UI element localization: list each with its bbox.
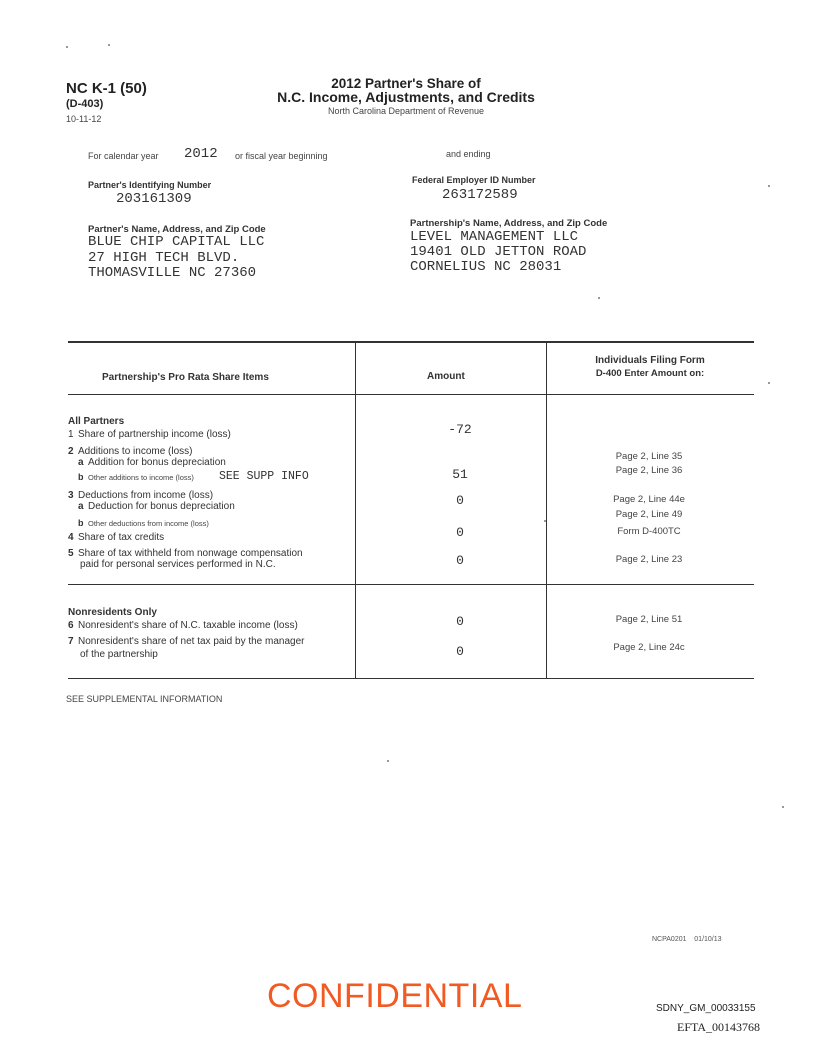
row-3-number: 3	[68, 490, 74, 501]
scan-speck	[782, 806, 784, 808]
scan-speck	[768, 185, 770, 187]
row-7-amount: 0	[456, 644, 464, 659]
fiscal-year-label: or fiscal year beginning	[235, 151, 328, 161]
calendar-year-label: For calendar year	[88, 151, 159, 161]
confidential-stamp: CONFIDENTIAL	[267, 977, 523, 1015]
row-1-number: 1	[68, 429, 74, 440]
row-3b-letter: b	[78, 518, 84, 528]
partner-address-1: 27 HIGH TECH BLVD.	[88, 250, 240, 266]
table-header-rule	[68, 394, 754, 395]
row-7-label-2: of the partnership	[80, 649, 158, 660]
row-3b-label: Other deductions from income (loss)	[88, 519, 209, 528]
col-header-items: Partnership's Pro Rata Share Items	[102, 372, 269, 383]
row-2a-letter: a	[78, 457, 84, 468]
row-3a-reference: Page 2, Line 49	[615, 509, 683, 520]
table-section-rule	[68, 584, 754, 585]
row-5-amount: 0	[456, 553, 464, 568]
col-header-amount: Amount	[427, 371, 465, 382]
table-top-rule	[68, 341, 754, 343]
row-5-reference: Page 2, Line 23	[615, 554, 683, 565]
row-3-label: Deductions from income (loss)	[78, 490, 214, 501]
col-header-individuals-1: Individuals Filing Form	[595, 355, 705, 366]
row-4-number: 4	[68, 532, 74, 543]
row-3a-label: Deduction for bonus depreciation	[88, 501, 235, 512]
partnership-address-label: Partnership's Name, Address, and Zip Code	[410, 218, 608, 229]
scan-speck	[108, 44, 110, 46]
row-4-label: Share of tax credits	[78, 532, 165, 543]
col-header-individuals-2: D-400 Enter Amount on:	[595, 368, 705, 379]
row-7-reference: Page 2, Line 24c	[613, 642, 685, 653]
row-1-label: Share of partnership income (loss)	[78, 429, 231, 440]
scan-speck	[387, 760, 389, 762]
row-4-amount: 0	[456, 525, 464, 540]
row-2b-amount: 51	[452, 467, 468, 482]
row-3-amount: 0	[456, 493, 464, 508]
row-2b-label: Other additions to income (loss)	[88, 473, 194, 482]
title-line-2: N.C. Income, Adjustments, and Credits	[277, 89, 535, 105]
partner-id-value: 203161309	[116, 191, 192, 207]
row-2b-reference: Page 2, Line 36	[615, 465, 683, 476]
row-6-number: 6	[68, 620, 74, 631]
ending-label: and ending	[446, 149, 491, 159]
row-2-label: Additions to income (loss)	[78, 446, 193, 457]
efta-number: EFTA_00143768	[677, 1020, 761, 1034]
table-bottom-rule	[68, 678, 754, 679]
section-all-partners: All Partners	[68, 416, 125, 427]
row-3-reference: Page 2, Line 44e	[613, 494, 685, 505]
title-line-1: 2012 Partner's Share of	[331, 76, 481, 91]
row-2a-reference: Page 2, Line 35	[615, 451, 683, 462]
row-2b-note: SEE SUPP INFO	[219, 470, 309, 483]
partnership-ein-label: Federal Employer ID Number	[412, 175, 536, 185]
form-revision: 10-11-12	[66, 114, 102, 124]
row-3a-letter: a	[78, 501, 84, 512]
software-code: NCPA0201 01/10/13	[652, 936, 722, 943]
calendar-year-value: 2012	[184, 146, 218, 162]
row-5-label-1: Share of tax withheld from nonwage compensation	[78, 548, 303, 559]
department: North Carolina Department of Revenue	[327, 106, 485, 116]
supplemental-note: SEE SUPPLEMENTAL INFORMATION	[66, 694, 223, 704]
form-code: NC K-1 (50)	[66, 80, 147, 97]
partnership-name: LEVEL MANAGEMENT LLC	[410, 229, 579, 245]
row-7-label-1: Nonresident's share of net tax paid by the manager	[78, 636, 305, 647]
row-2-number: 2	[68, 446, 74, 457]
table-divider-2	[546, 341, 547, 678]
scan-speck	[768, 382, 770, 384]
row-7-number: 7	[68, 636, 74, 647]
section-nonresidents: Nonresidents Only	[68, 607, 157, 618]
partner-id-label: Partner's Identifying Number	[88, 180, 212, 190]
row-6-reference: Page 2, Line 51	[615, 614, 683, 625]
row-2a-label: Addition for bonus depreciation	[88, 457, 226, 468]
row-4-reference: Form D-400TC	[617, 526, 681, 537]
partnership-address-2: CORNELIUS NC 28031	[410, 259, 562, 275]
scan-speck	[66, 46, 68, 48]
row-6-label: Nonresident's share of N.C. taxable income (loss)	[78, 620, 298, 631]
row-6-amount: 0	[456, 614, 464, 629]
row-5-label-2: paid for personal services performed in N.C.	[80, 559, 276, 570]
partnership-ein-value: 263172589	[442, 187, 518, 203]
partnership-address-1: 19401 OLD JETTON ROAD	[410, 244, 587, 260]
row-1-amount: -72	[448, 422, 472, 437]
partner-address-label: Partner's Name, Address, and Zip Code	[88, 224, 266, 235]
row-2b-letter: b	[78, 472, 84, 482]
form-sub-code: (D-403)	[66, 98, 104, 110]
row-5-number: 5	[68, 548, 74, 559]
scan-speck	[598, 297, 600, 299]
bates-number: SDNY_GM_00033155	[656, 1003, 756, 1014]
partner-address-2: THOMASVILLE NC 27360	[88, 265, 257, 281]
partner-name: BLUE CHIP CAPITAL LLC	[88, 234, 265, 250]
table-divider-1	[355, 341, 356, 678]
